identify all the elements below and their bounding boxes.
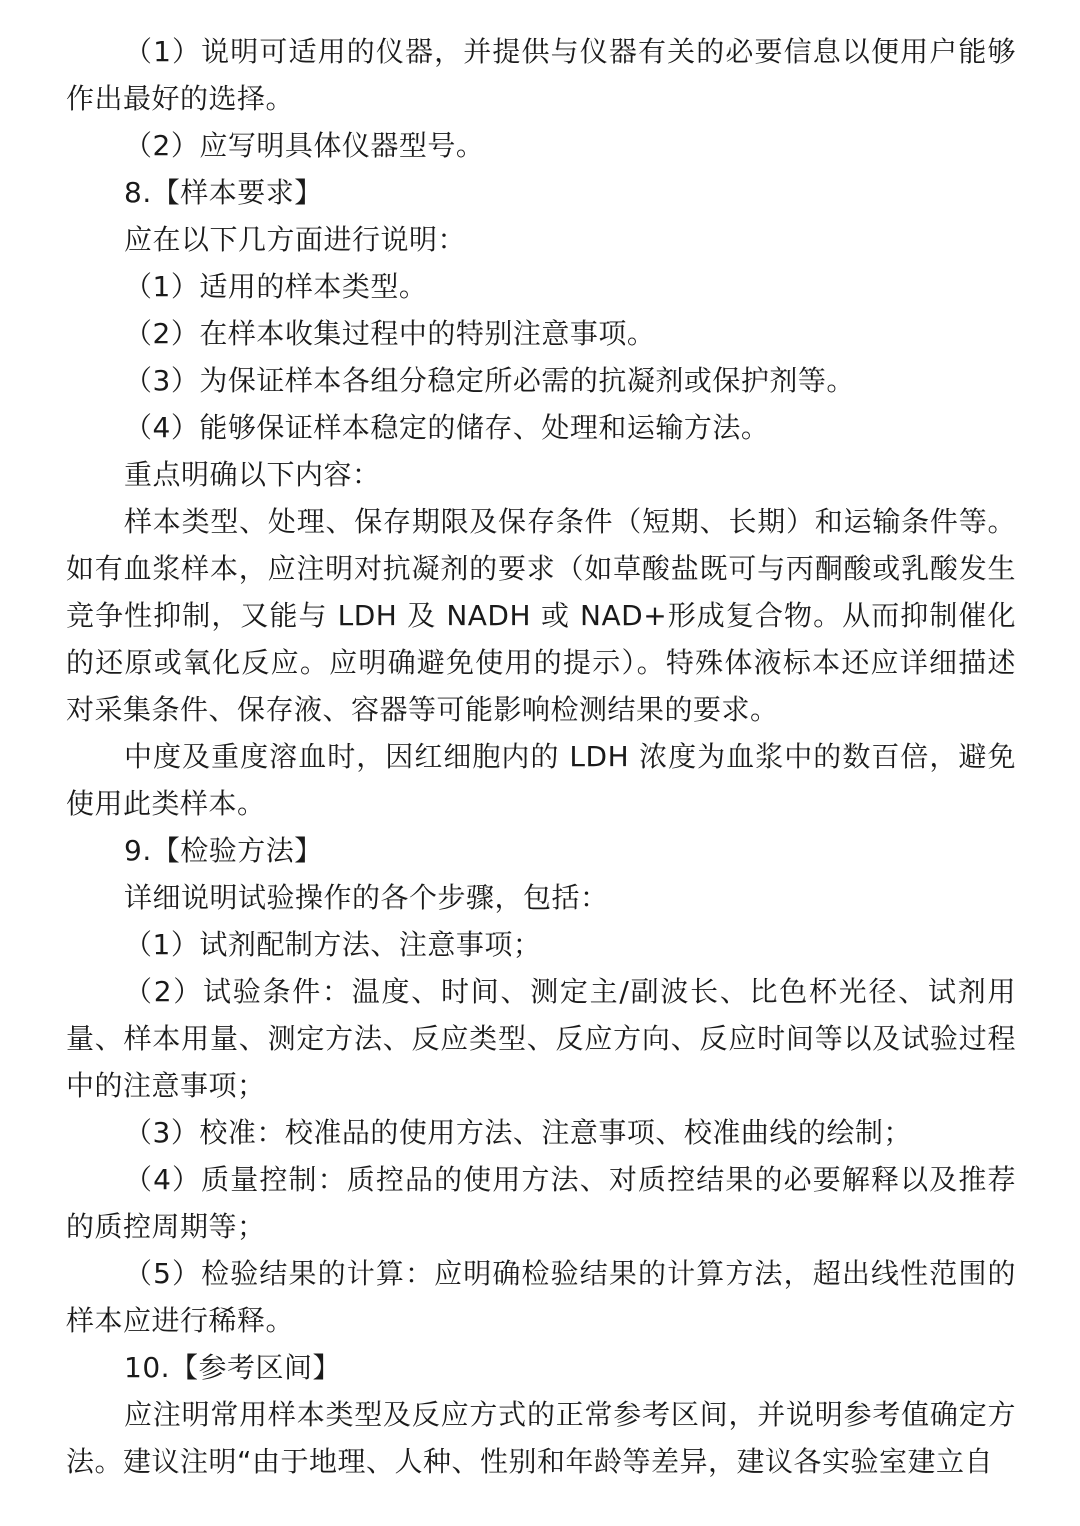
section-heading-reference-interval: 10.【参考区间】 [124, 1351, 342, 1384]
paragraph-sample-collection: （2）在样本收集过程中的特别注意事项。 [124, 317, 656, 350]
paragraph-sample-intro: 应在以下几方面进行说明： [124, 223, 467, 256]
paragraph-sample-anticoagulant: （3）为保证样本各组分稳定所必需的抗凝剂或保护剂等。 [124, 364, 855, 397]
paragraph-result-calculation: （5）检验结果的计算：应明确检验结果的计算方法，超出线性范围的样本应进行稀释。 [66, 1257, 1016, 1337]
paragraph-quality-control: （4）质量控制：质控品的使用方法、对质控结果的必要解释以及推荐的质控周期等； [66, 1163, 1016, 1243]
section-heading-sample-requirements: 8.【样本要求】 [124, 176, 323, 209]
paragraph-hemolysis: 中度及重度溶血时，因红细胞内的 LDH 浓度为血浆中的数百倍，避免使用此类样本。 [66, 740, 1016, 820]
paragraph-sample-storage: （4）能够保证样本稳定的储存、处理和运输方法。 [124, 411, 770, 444]
paragraph-key-points-intro: 重点明确以下内容： [124, 458, 381, 491]
paragraph-calibration: （3）校准：校准品的使用方法、注意事项、校准曲线的绘制； [124, 1116, 912, 1149]
paragraph-reagent-prep: （1）试剂配制方法、注意事项； [124, 928, 542, 961]
paragraph-reference-interval: 应注明常用样本类型及反应方式的正常参考区间，并说明参考值确定方法。建议注明“由于地理、人种、性别和年龄等差异，建议各实验室建立自 [66, 1398, 1016, 1478]
paragraph-sample-type: （1）适用的样本类型。 [124, 270, 428, 303]
paragraph-instrument-applicable: （1）说明可适用的仪器，并提供与仪器有关的必要信息以便用户能够作出最好的选择。 [66, 35, 1016, 115]
paragraph-test-conditions: （2）试验条件：温度、时间、测定主/副波长、比色杯光径、试剂用量、样本用量、测定方法、反应类型、反应方向、反应时间等以及试验过程中的注意事项； [66, 975, 1016, 1102]
section-heading-test-method: 9.【检验方法】 [124, 834, 323, 867]
paragraph-method-intro: 详细说明试验操作的各个步骤，包括： [124, 881, 609, 914]
paragraph-key-points-detail: 样本类型、处理、保存期限及保存条件（短期、长期）和运输条件等。如有血浆样本，应注明对抗凝剂的要求（如草酸盐既可与丙酮酸或乳酸发生竞争性抑制，又能与 LDH 及 NADH 或 NAD+形成复合物。从而抑制催化的还原或氧化反应。应明确避免使用的提示）。特殊体液标本还应详细描述对采集条件、保存液、容器等可能影响检测结果的要求。 [66, 505, 1016, 726]
paragraph-instrument-model: （2）应写明具体仪器型号。 [124, 129, 485, 162]
